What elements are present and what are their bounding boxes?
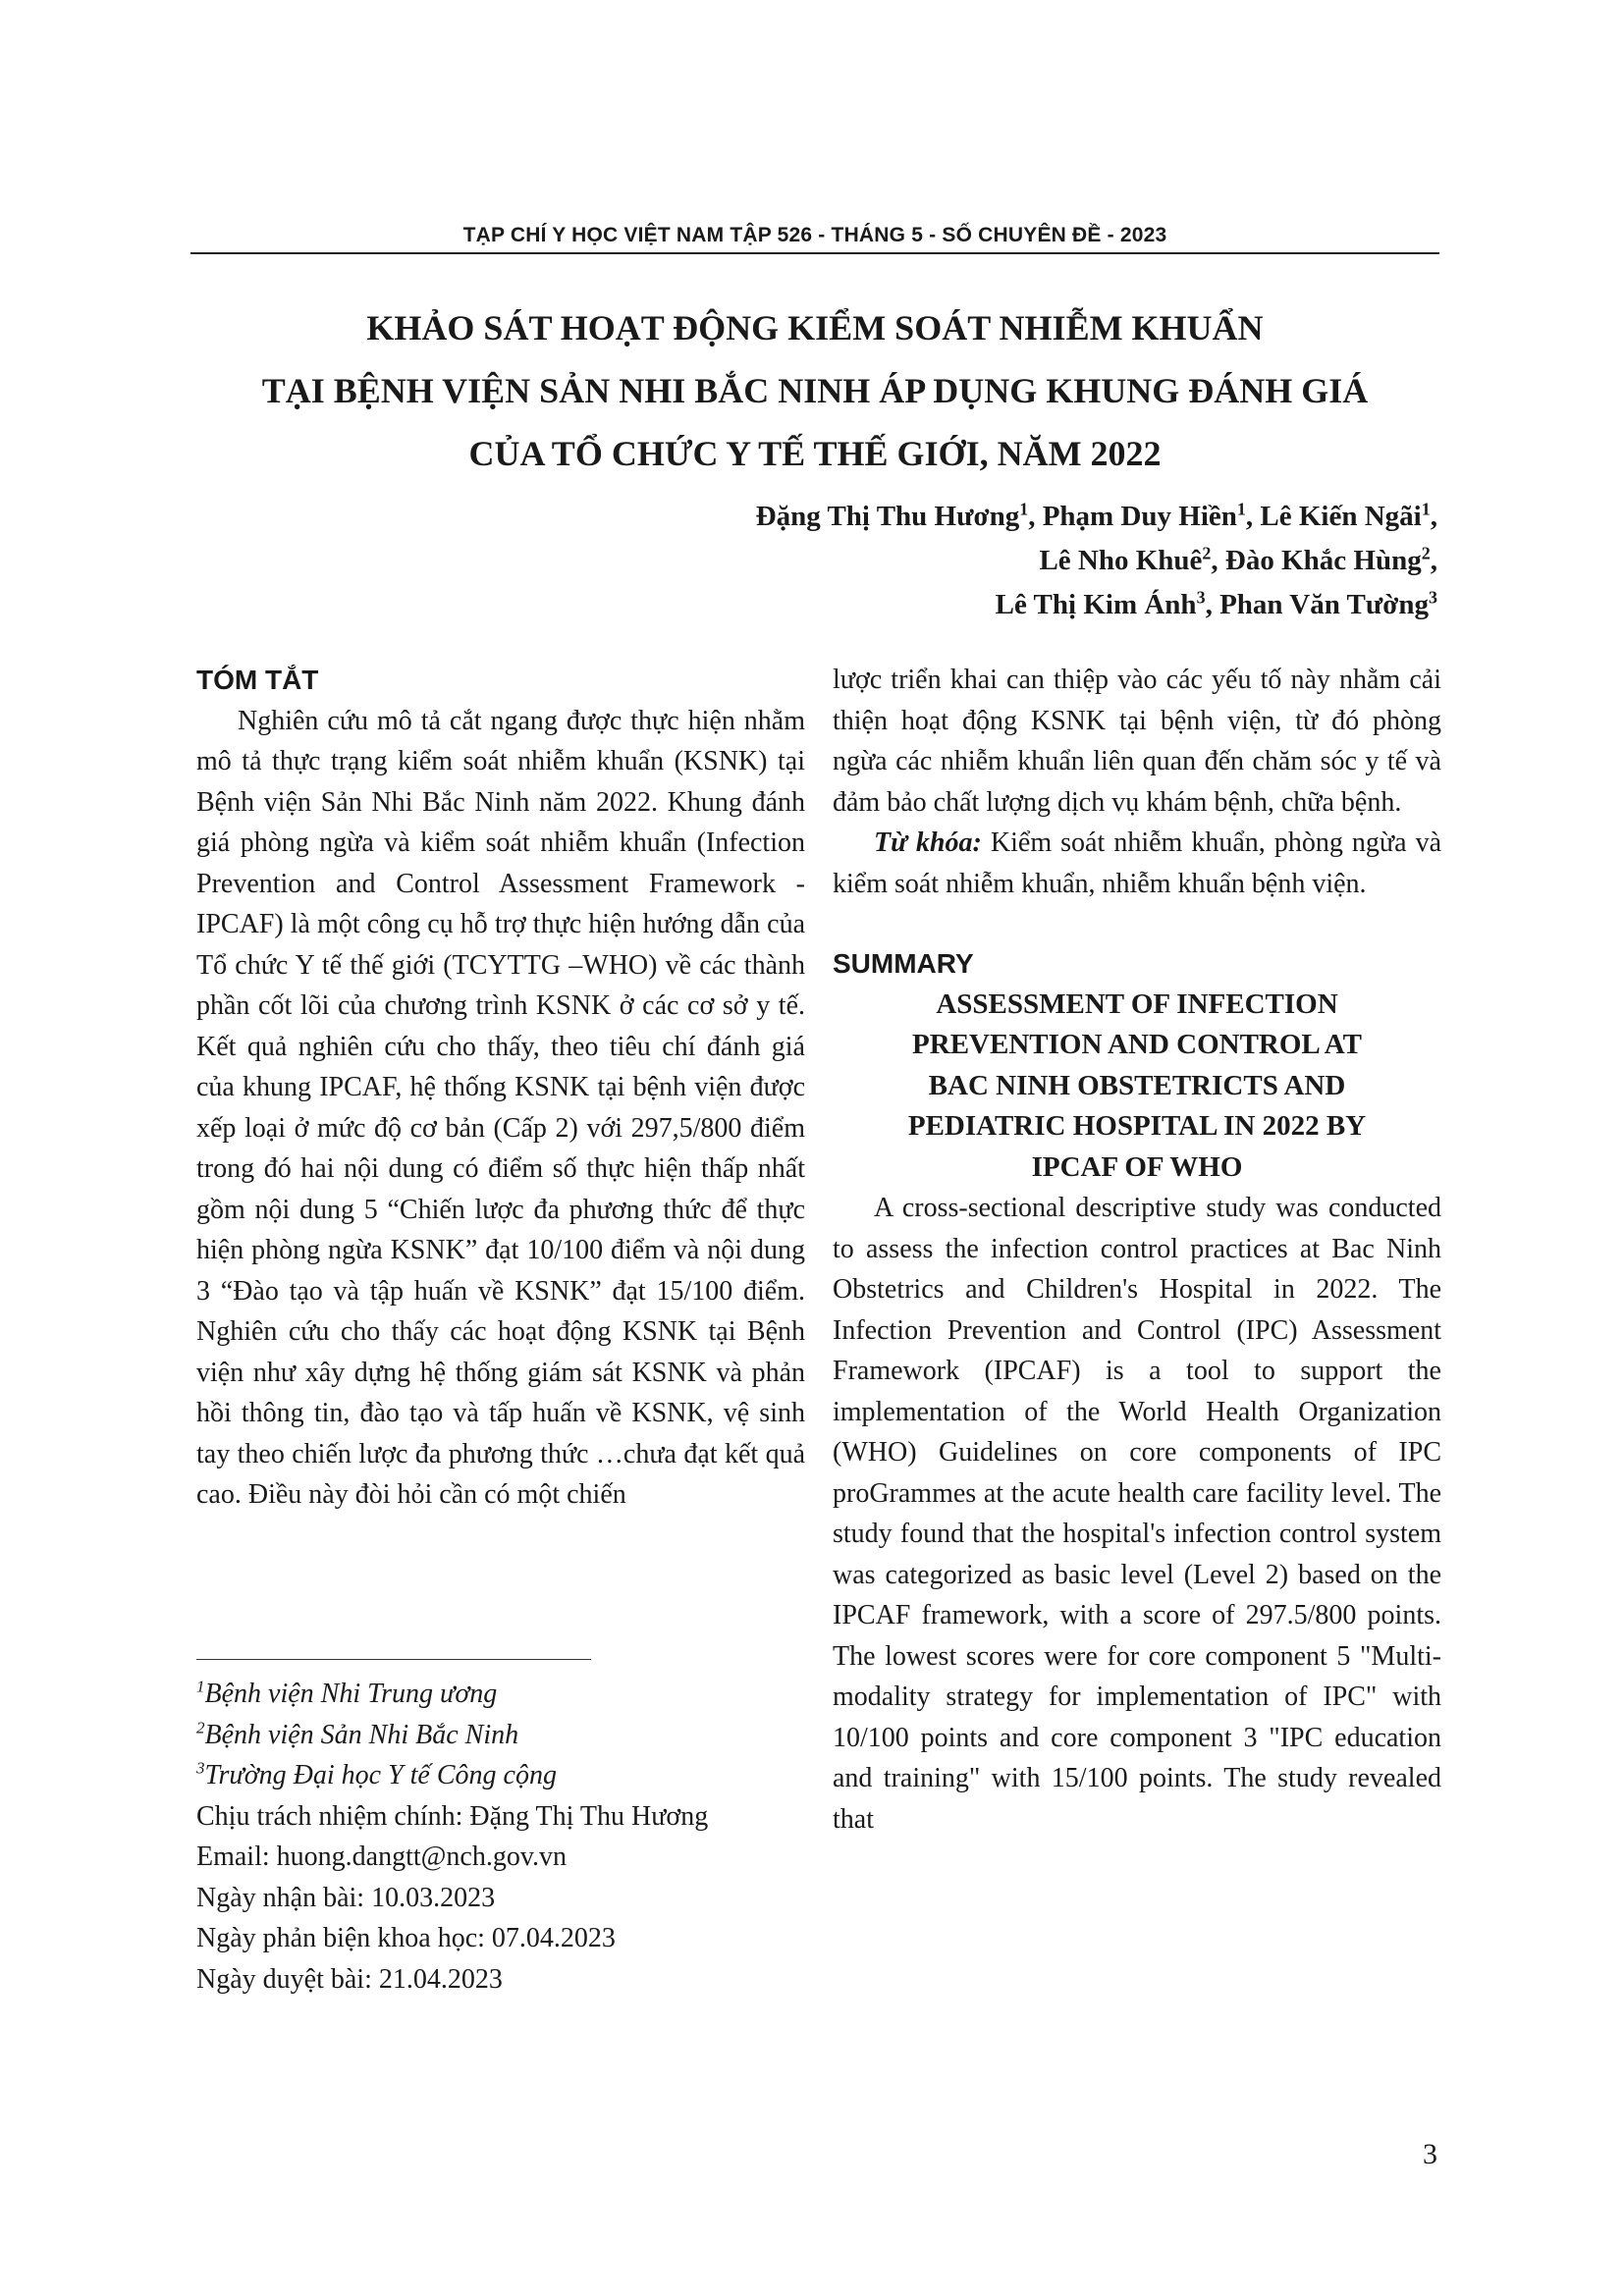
summary-title xyxy=(833,985,1441,1189)
author-name: Đào Khắc Hùng xyxy=(1224,545,1422,576)
running-header: TẠP CHÍ Y HỌC VIỆT NAM TẬP 526 - THÁNG 5 - SỐ CHUYÊN ĐỀ - 2023 xyxy=(462,224,1167,246)
affiliation-1 xyxy=(196,1674,805,1715)
date-accepted: Ngày duyệt bài: 21.04.2023 xyxy=(196,1963,503,1995)
author-name: Phạm Duy Hiền xyxy=(1042,501,1237,532)
author-affil-mark: 2 xyxy=(1202,543,1212,563)
date-reviewed: Ngày phản biện khoa học: 07.04.2023 xyxy=(196,1923,616,1953)
author-line-1: Đặng Thị Thu Hương$^1$, Phạm Duy Hiền$^1$, Lê Kiến Ngãi$^1$, xyxy=(755,499,1437,532)
author-affil-mark: 3 xyxy=(1196,587,1206,608)
abstract-continuation: lược triển khai can thiệp vào các yếu tố này nhằm cải thiện hoạt động KSNK tại bệnh viện, từ đó phòng ngừa các nhiễm khuẩn liên quan đến chăm sóc y tế và đảm bảo chất lượng dịch vụ khám bệnh, chữa bệnh. xyxy=(833,665,1441,818)
corresponding-author: Chịu trách nhiệm chính: Đặng Thị Thu Hương xyxy=(196,1800,709,1832)
affil-text: Bệnh viện Nhi Trung ương xyxy=(204,1679,498,1709)
footnotes xyxy=(196,1674,805,2000)
affiliation-3 xyxy=(196,1755,805,1796)
author-affil-mark: 1 xyxy=(1019,499,1029,519)
affil-mark: 2 xyxy=(196,1718,205,1737)
author-affil-mark: 2 xyxy=(1421,543,1431,563)
affil-text: Bệnh viện Sản Nhi Bắc Ninh xyxy=(204,1719,519,1750)
keywords xyxy=(833,823,1441,904)
title-line-2: TẠI BỆNH VIỆN SẢN NHI BẮC NINH ÁP DỤNG KHUNG ĐÁNH GIÁ xyxy=(261,371,1369,410)
keywords-label: Từ khóa: xyxy=(874,828,982,858)
title-line-3: CỦA TỔ CHỨC Y TẾ THẾ GIỚI, NĂM 2022 xyxy=(468,434,1162,473)
page-number: 3 xyxy=(1423,2138,1437,2170)
left-column xyxy=(196,660,805,1516)
author-name: Lê Kiến Ngãi xyxy=(1260,501,1422,532)
date-received: Ngày nhận bài: 10.03.2023 xyxy=(196,1882,496,1913)
abstract-paragraph: Nghiên cứu mô tả cắt ngang được thực hiện nhằm mô tả thực trạng kiểm soát nhiễm khuẩn (KSNK) tại Bệnh viện Sản Nhi Bắc Ninh năm 2022. Khung đánh giá phòng ngừa và kiểm soát nhiễm khuẩn (Infection Prevention and Control Assessment Framework -IPCAF) là một công cụ hỗ trợ thực hiện hướng dẫn của Tổ chức Y tế thế giới (TCYTTG –WHO) về các thành phần cốt lõi của chương trình KSNK ở các cơ sở y tế. Kết quả nghiên cứu cho thấy, theo tiêu chí đánh giá của khung IPCAF, hệ thống KSNK tại bệnh viện được xếp loại ở mức độ cơ bản (Cấp 2) với 297,5/800 điểm trong đó hai nội dung có điểm số thực hiện thấp nhất gồm nội dung 5 “Chiến lược đa phương thức để thực hiện phòng ngừa KSNK” đạt 10/100 điểm và nội dung 3 “Đào tạo và tập huấn về KSNK” đạt 15/100 điểm. Nghiên cứu cho thấy các hoạt động KSNK tại Bệnh viện như xây dựng hệ thống giám sát KSNK và phản hồi thông tin, đào tạo và tấp huấn về KSNK, vệ sinh tay theo chiến lược đa phương thức …chưa đạt kết quả cao. Điều này đòi hỏi cần có một chiến xyxy=(196,705,805,1510)
footnote-rule xyxy=(196,1659,591,1660)
affil-mark: 3 xyxy=(196,1758,205,1778)
author-name: Đặng Thị Thu Hương xyxy=(755,501,1020,532)
abstract-heading: TÓM TẮT xyxy=(196,665,319,695)
author-affil-mark: 3 xyxy=(1429,587,1437,608)
author-affil-mark: 1 xyxy=(1236,499,1246,519)
affil-text: Trường Đại học Y tế Công cộng xyxy=(204,1760,557,1790)
article-title xyxy=(190,296,1439,485)
summary-title-line: PEDIATRIC HOSPITAL IN 2022 BY xyxy=(907,1110,1367,1142)
author-name: Lê Nho Khuê xyxy=(1039,545,1203,576)
author-name: Lê Thị Kim Ánh xyxy=(995,589,1197,620)
summary-title-line: IPCAF OF WHO xyxy=(1031,1150,1243,1183)
author-affil-mark: 1 xyxy=(1421,499,1431,519)
title-line-1: KHẢO SÁT HOẠT ĐỘNG KIỂM SOÁT NHIỄM KHUẨN xyxy=(366,308,1264,347)
keywords-text: Kiểm soát nhiễm khuẩn, phòng ngừa và kiểm soát nhiễm khuẩn, nhiễm khuẩn bệnh viện. xyxy=(833,828,1441,899)
summary-title-line: ASSESSMENT OF INFECTION xyxy=(936,988,1338,1020)
summary-paragraph: A cross-sectional descriptive study was conducted to assess the infection control practices at Bac Ninh Obstetrics and Children's Hospital in 2022. The Infection Prevention and Control (IPC) Assessment Framework (IPCAF) is a tool to support the implementation of the World Health Organization (WHO) Guidelines on core components of IPC proGrammes at the acute health care facility level. The study found that the hospital's infection control system was categorized as basic level (Level 2) based on the IPCAF framework, with a score of 297.5/800 points. The lowest scores were for core component 5 "Multi-modality strategy for implementation of IPC" with 10/100 points and core component 3 "IPC education and training" with 15/100 points. The study revealed that xyxy=(833,1193,1441,1835)
author-list xyxy=(756,495,1437,627)
affiliation-2 xyxy=(196,1715,805,1756)
author-name: Phan Văn Tường xyxy=(1219,589,1429,620)
author-line-3: Lê Thị Kim Ánh$^3$, Phan Văn Tường$^3$ xyxy=(995,587,1437,620)
summary-heading: SUMMARY xyxy=(833,948,974,979)
email: Email: huong.dangtt@nch.gov.vn xyxy=(196,1842,568,1872)
author-line-2: Lê Nho Khuê$^2$, Đào Khắc Hùng$^2$, xyxy=(1039,543,1437,576)
summary-title-line: PREVENTION AND CONTROL AT xyxy=(912,1029,1362,1060)
summary-title-line: BAC NINH OBSTETRICTS AND xyxy=(928,1069,1346,1101)
right-column xyxy=(833,660,1441,1840)
affil-mark: 1 xyxy=(196,1677,205,1696)
header-rule xyxy=(190,252,1439,254)
